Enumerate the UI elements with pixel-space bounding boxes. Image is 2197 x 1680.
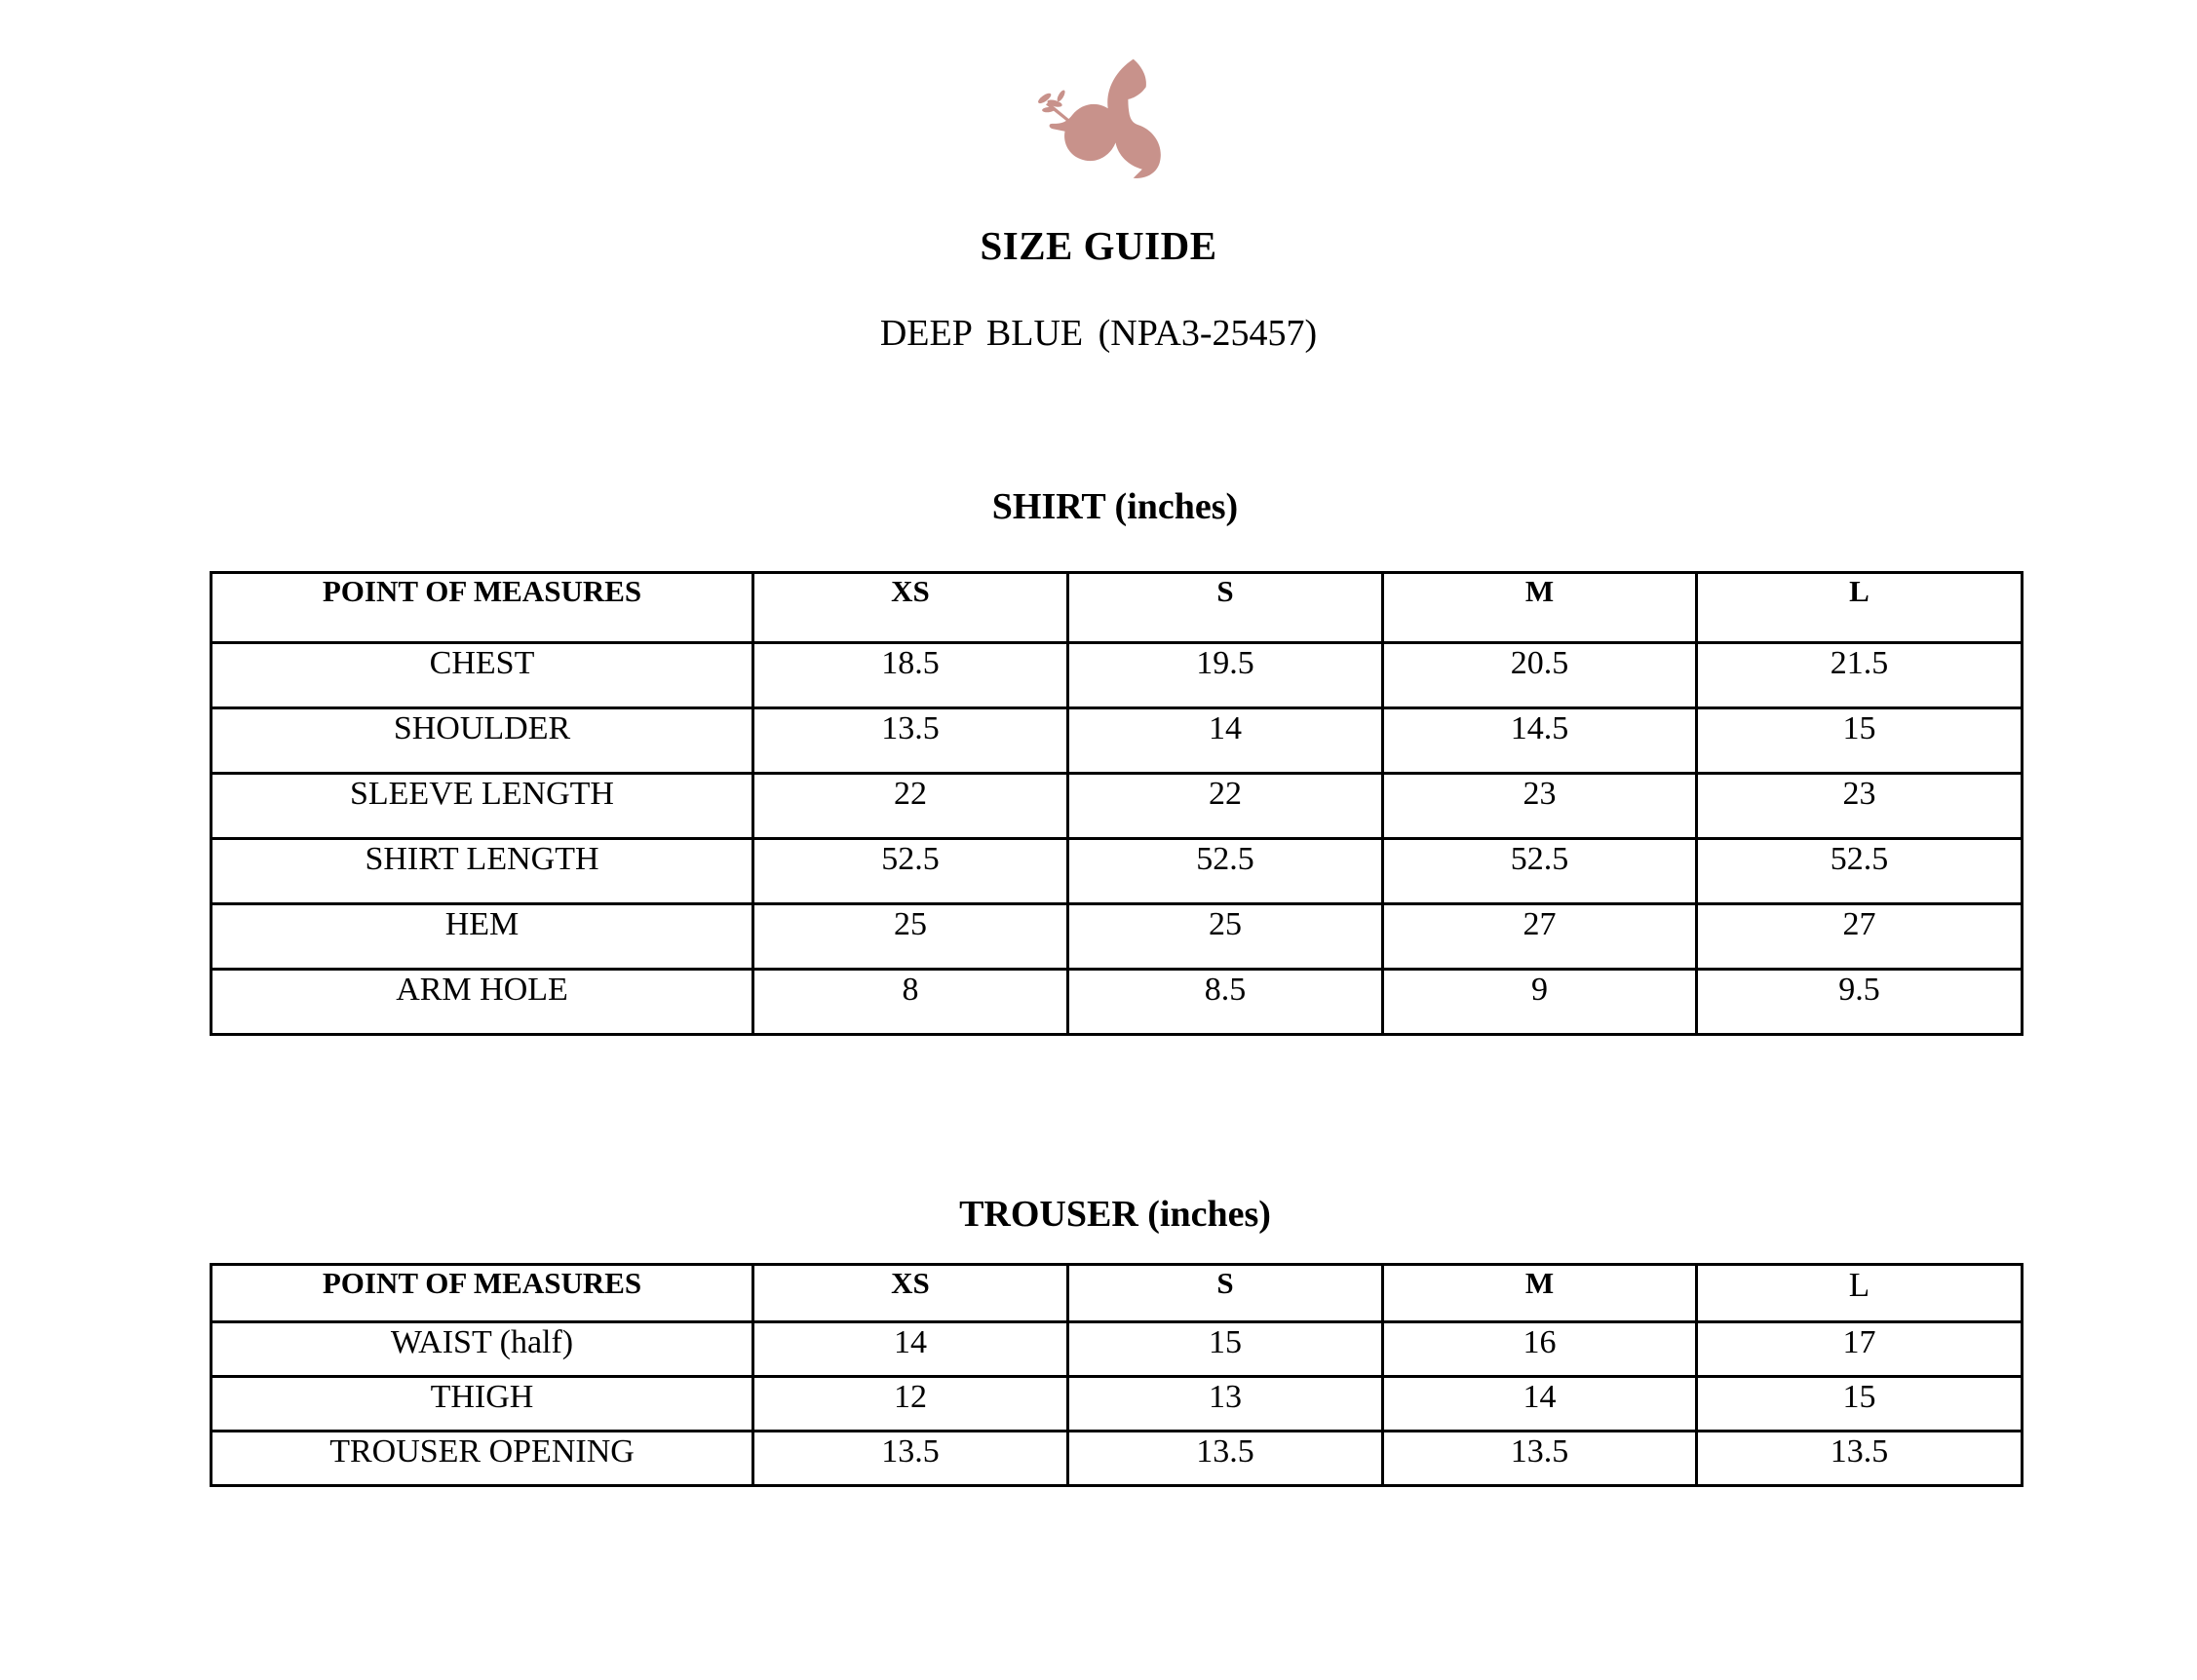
measure-value-cell: 12 — [753, 1377, 1068, 1432]
measure-value-cell: 52.5 — [1697, 839, 2023, 904]
table-row — [212, 1377, 2023, 1432]
measure-value-cell: 8.5 — [1068, 970, 1383, 1035]
column-header-m: M — [1383, 573, 1697, 643]
measure-value-cell: 52.5 — [1068, 839, 1383, 904]
measure-value-cell: 14 — [1383, 1377, 1697, 1432]
measure-value-cell: 15 — [1697, 708, 2023, 774]
measure-label-cell: HEM — [212, 904, 753, 970]
measure-label-cell: THIGH — [212, 1377, 753, 1432]
measure-value-cell: 13.5 — [1697, 1432, 2023, 1486]
measure-value-cell: 13.5 — [753, 708, 1068, 774]
measure-value-cell: 15 — [1697, 1377, 2023, 1432]
measure-value-cell: 18.5 — [753, 643, 1068, 708]
measure-value-cell: 52.5 — [1383, 839, 1697, 904]
measure-value-cell: 23 — [1697, 774, 2023, 839]
measure-value-cell: 25 — [753, 904, 1068, 970]
measure-value-cell: 22 — [1068, 774, 1383, 839]
measure-value-cell: 17 — [1697, 1322, 2023, 1377]
column-header-l: L — [1697, 573, 2023, 643]
dove-with-olive-branch-icon — [1021, 57, 1197, 183]
measure-value-cell: 21.5 — [1697, 643, 2023, 708]
table-row — [212, 839, 2023, 904]
measure-label-cell: WAIST (half) — [212, 1322, 753, 1377]
measure-value-cell: 27 — [1697, 904, 2023, 970]
measure-label-cell: ARM HOLE — [212, 970, 753, 1035]
shirt-section — [210, 485, 2021, 1036]
measure-value-cell: 14.5 — [1383, 708, 1697, 774]
measure-value-cell: 14 — [1068, 708, 1383, 774]
measure-value-cell: 9.5 — [1697, 970, 2023, 1035]
table-row — [212, 708, 2023, 774]
table-row — [212, 643, 2023, 708]
measure-label-cell: SHOULDER — [212, 708, 753, 774]
measure-value-cell: 23 — [1383, 774, 1697, 839]
measure-value-cell: 16 — [1383, 1322, 1697, 1377]
dove-icon — [1037, 59, 1161, 178]
measure-value-cell: 15 — [1068, 1322, 1383, 1377]
trouser-section-heading: TROUSER (inches) — [959, 1194, 1271, 1235]
measure-value-cell: 20.5 — [1383, 643, 1697, 708]
measure-value-cell: 8 — [753, 970, 1068, 1035]
measure-value-cell: 13 — [1068, 1377, 1383, 1432]
shirt-section-heading: SHIRT (inches) — [991, 486, 1239, 527]
column-header-point-of-measures: POINT OF MEASURES — [212, 573, 753, 643]
measure-value-cell: 14 — [753, 1322, 1068, 1377]
table-header-row — [212, 1265, 2023, 1322]
table-row — [212, 970, 2023, 1035]
measure-value-cell: 52.5 — [753, 839, 1068, 904]
measure-value-cell: 25 — [1068, 904, 1383, 970]
measure-value-cell: 27 — [1383, 904, 1697, 970]
table-row — [212, 774, 2023, 839]
column-header-s: S — [1068, 573, 1383, 643]
measure-value-cell: 13.5 — [753, 1432, 1068, 1486]
measure-label-cell: SHIRT LENGTH — [212, 839, 753, 904]
measure-value-cell: 19.5 — [1068, 643, 1383, 708]
measure-label-cell: SLEEVE LENGTH — [212, 774, 753, 839]
table-header-row — [212, 573, 2023, 643]
measure-value-cell: 22 — [753, 774, 1068, 839]
column-header-point-of-measures: POINT OF MEASURES — [212, 1265, 753, 1322]
table-row — [212, 1322, 2023, 1377]
table-row — [212, 904, 2023, 970]
trouser-section — [210, 1193, 2021, 1487]
column-header-s: S — [1068, 1265, 1383, 1322]
measure-label-cell: CHEST — [212, 643, 753, 708]
measure-value-cell: 13.5 — [1383, 1432, 1697, 1486]
column-header-xs: XS — [753, 1265, 1068, 1322]
page-title: SIZE GUIDE — [980, 223, 1217, 268]
column-header-xs: XS — [753, 573, 1068, 643]
table-row — [212, 1432, 2023, 1486]
trouser-size-table — [210, 1263, 2024, 1487]
product-name: DEEP BLUE (NPA3-25457) — [879, 313, 1318, 354]
measure-value-cell: 13.5 — [1068, 1432, 1383, 1486]
column-header-m: M — [1383, 1265, 1697, 1322]
column-header-l: L — [1697, 1265, 2023, 1322]
shirt-size-table — [210, 571, 2024, 1036]
measure-label-cell: TROUSER OPENING — [212, 1432, 753, 1486]
measure-value-cell: 9 — [1383, 970, 1697, 1035]
brand-logo — [1021, 57, 1197, 183]
